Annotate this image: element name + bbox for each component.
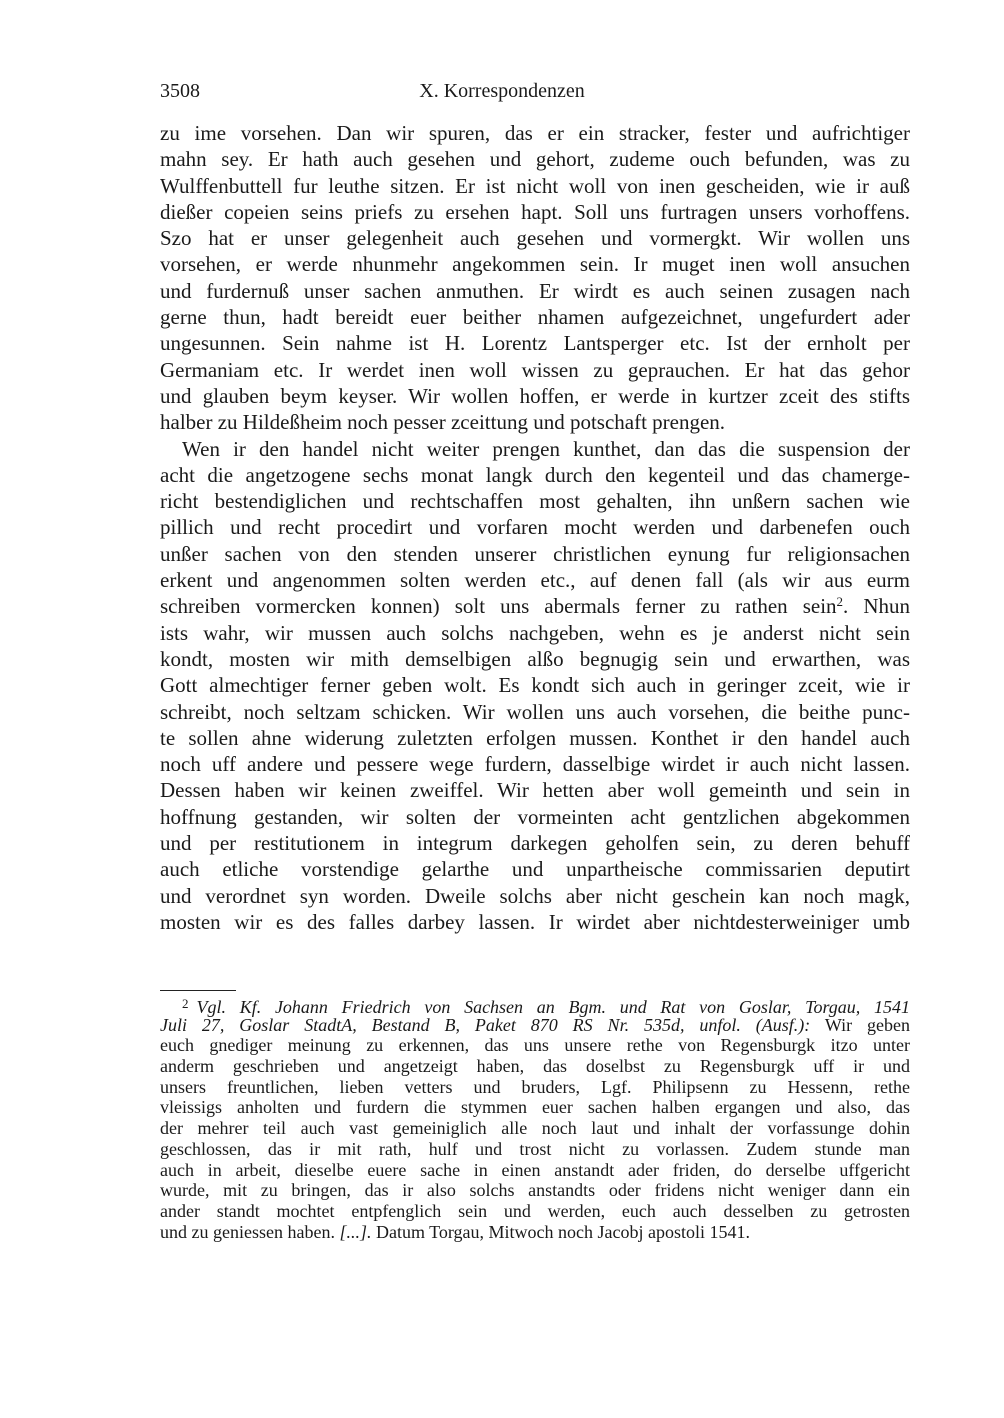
text-segment: und per restitutionem in integrum darkegen geholfen sein, zu deren behuff [160, 831, 910, 856]
text-line [160, 199, 910, 225]
text-segment: geschlossen, das ir mit rath, hulf und trost nicht zu vorlassen. Zudem stunde man [160, 1138, 910, 1159]
text-segment: ists wahr, wir mussen auch solchs nachgeben, wehn es je anderst nicht sein [160, 620, 910, 645]
text-line [160, 330, 910, 356]
text-line [160, 488, 910, 514]
main-text [160, 120, 910, 935]
footnote [160, 994, 910, 1242]
text-segment: vleissigs anholten und furdern die stymmen euer sachen halben ergangen und also, das [160, 1097, 910, 1118]
text-segment: und furdernuß unser sachen anmuthen. Er wirdt es auch seinen zusagen nach [160, 278, 910, 303]
text-segment: mahn sey. Er hath auch gesehen und gehort, zudeme ouch befunden, was zu [160, 147, 910, 172]
text-line [160, 225, 910, 251]
text-segment: Vgl. Kf. Johann Friedrich von Sachsen an Bgm. und Rat von Goslar, Torgau, 1541 [196, 997, 910, 1017]
footnote-line [160, 1097, 910, 1118]
text-segment: Germaniam etc. Ir werdet inen woll wissen zu geprauchen. Er hat das gehor [160, 357, 910, 382]
text-segment: ungesunnen. Sein nahme ist H. Lorentz Lantsperger etc. Ist der ernholt per [160, 331, 910, 356]
footnote-line [160, 1077, 910, 1098]
text-segment: wurde, mit zu bringen, das ir also solchs anstandts oder fridens nicht weniger dann ein [160, 1180, 910, 1201]
text-segment: ander standt mochtet entpfenglich sein und werden, euch auch desselben zu getrosten [160, 1200, 910, 1221]
text-segment: zu ime vorsehen. Dan wir spuren, das er ein stracker, fester und aufrichtiger [160, 121, 910, 145]
text-line [160, 725, 910, 751]
text-line [160, 593, 910, 619]
text-segment: halber zu Hildeßheim noch pesser zceittung und potschaft prengen. [160, 410, 726, 435]
text-segment: mosten wir es des falles darbey lassen. Ir wirdet aber nichtdesterweiniger umb [160, 909, 910, 934]
text-segment: schreiben vormercken konnen) solt uns abermals ferner zu rathen sein [160, 594, 837, 619]
text-line [160, 383, 910, 409]
text-segment: kondt, mosten wir mith demselbigen alßo begnugig sein und erwarthen, was [160, 646, 910, 671]
text-segment: te sollen ahne widerung zuletzten erfolgen mussen. Konthet ir den handel auch [160, 725, 910, 750]
text-segment: dießer copeien seins priefs zu ersehen hapt. Soll uns furtragen unsers vorhoffens. [160, 199, 910, 224]
text-line [160, 830, 910, 856]
text-segment: Gott almechtiger ferner geben wolt. Es kondt sich auch in geringer zceit, wie ir [160, 673, 910, 698]
footnote-line [160, 1118, 910, 1139]
text-segment: Datum Torgau, Mitwoch noch Jacobj apostoli 1541. [371, 1221, 750, 1242]
text-line [160, 120, 910, 146]
text-segment: euch gnediger meinung zu erkennen, das uns unsere rethe von Regensburgk itzo unter [160, 1035, 910, 1056]
text-segment: richt bestendiglichen und rechtschaffen most gehalten, ihn unßern sachen wie [160, 489, 910, 514]
text-segment: anderm geschrieben und angetzeigt haben, das doselbst zu Regensburgk uff ir und [160, 1056, 910, 1077]
text-line [160, 173, 910, 199]
footnote-number: 2 [182, 996, 189, 1011]
text-segment: erkent und angenommen solten werden etc., auf denen fall (als wir aus eurm [160, 568, 910, 593]
text-line [160, 804, 910, 830]
footnote-line [160, 1180, 910, 1201]
text-line [160, 357, 910, 383]
text-line [160, 856, 910, 882]
text-line [160, 909, 910, 935]
text-segment: Juli 27, Goslar StadtA, Bestand B, Paket 870 RS Nr. 535d, unfol. (Ausf.): [160, 1014, 811, 1035]
text-segment: Szo hat er unser gelegenheit auch gesehen und vormergkt. Wir wollen uns [160, 226, 910, 251]
text-line [160, 646, 910, 672]
text-line [160, 514, 910, 540]
text-segment: . Nhun [843, 594, 910, 619]
footnote-line [160, 1056, 910, 1077]
text-line [160, 777, 910, 803]
text-line [160, 409, 910, 435]
text-segment: auch etliche vorstendige gelarthe und unpartheische commissarien deputirt [160, 857, 910, 882]
running-head: X. Korrespondenzen [419, 80, 585, 102]
text-line [160, 751, 910, 777]
page-number: 3508 [160, 80, 200, 102]
text-line [160, 567, 910, 593]
text-line [160, 436, 910, 462]
text-segment: Wen ir den handel nicht weiter prengen kunthet, dan das die suspension der [182, 436, 910, 461]
text-line [160, 672, 910, 698]
text-segment: schreibt, noch seltzam schicken. Wir wollen uns auch vorsehen, die beithe punc- [160, 699, 910, 724]
text-segment: [...]. [339, 1221, 372, 1242]
text-segment: hoffnung gestanden, wir solten der vormeinten acht gentzlichen abgekommen [160, 804, 910, 829]
text-segment: und glauben beym keyser. Wir wollen hoffen, er werde in kurtzer zceit des stifts [160, 383, 910, 408]
footnote-line [160, 1035, 910, 1056]
text-segment: Wulffenbuttell fur leuthe sitzen. Er ist nicht woll von inen gescheiden, wie ir auß [160, 173, 910, 198]
text-segment: noch uff andere und pessere wege furdern, dasselbige wirdet ir auch nicht lassen. [160, 752, 910, 777]
text-segment: und zu geniessen haben. [160, 1221, 340, 1242]
text-line [160, 278, 910, 304]
text-line [160, 462, 910, 488]
footnote-line [160, 994, 910, 1015]
text-segment: unßer sachen von den stenden unserer christlichen eynung fur religionsachen [160, 541, 910, 566]
footnote-line [160, 1222, 910, 1243]
text-segment: auch in arbeit, dieselbe euere sache in einen anstandt ader friden, do derselbe uffgericht [160, 1159, 910, 1180]
text-line [160, 883, 910, 909]
footnote-line [160, 1015, 910, 1036]
text-segment: acht die angetzogene sechs monat langk durch den kegenteil und das chamerge- [160, 462, 910, 487]
text-segment: der mehrer teil auch vast gemeiniglich alle noch laut und inhalt der vorfassunge dohin [160, 1118, 910, 1139]
footnote-line [160, 1201, 910, 1222]
text-segment: und verordnet syn worden. Dweile solchs aber nicht geschein kan noch magk, [160, 883, 910, 908]
text-line [160, 699, 910, 725]
text-segment: gerne thun, hadt bereidt euer beither nhamen aufgezeichnet, ungefurdert ader [160, 305, 910, 330]
text-segment: vorsehen, er werde nhunmehr angekommen sein. Ir muget inen woll ansuchen [160, 252, 910, 277]
text-line [160, 541, 910, 567]
text-line [160, 304, 910, 330]
text-segment: unsers freuntlichen, lieben vetters und bruders, Lgf. Philipsenn zu Hessenn, rethe [160, 1076, 910, 1097]
text-segment: pillich und recht procedirt und vorfaren mocht werden und darbenefen ouch [160, 515, 910, 540]
text-line [160, 251, 910, 277]
text-segment: Wir geben [810, 1014, 910, 1035]
footnote-line [160, 1139, 910, 1160]
footnote-line [160, 1160, 910, 1181]
text-line [160, 146, 910, 172]
footnote-reference: 2 [836, 594, 844, 610]
text-line [160, 620, 910, 646]
footnote-rule [160, 990, 236, 991]
text-segment: Dessen haben wir keinen zweiffel. Wir hetten aber woll gemeinth und sein in [160, 778, 910, 803]
